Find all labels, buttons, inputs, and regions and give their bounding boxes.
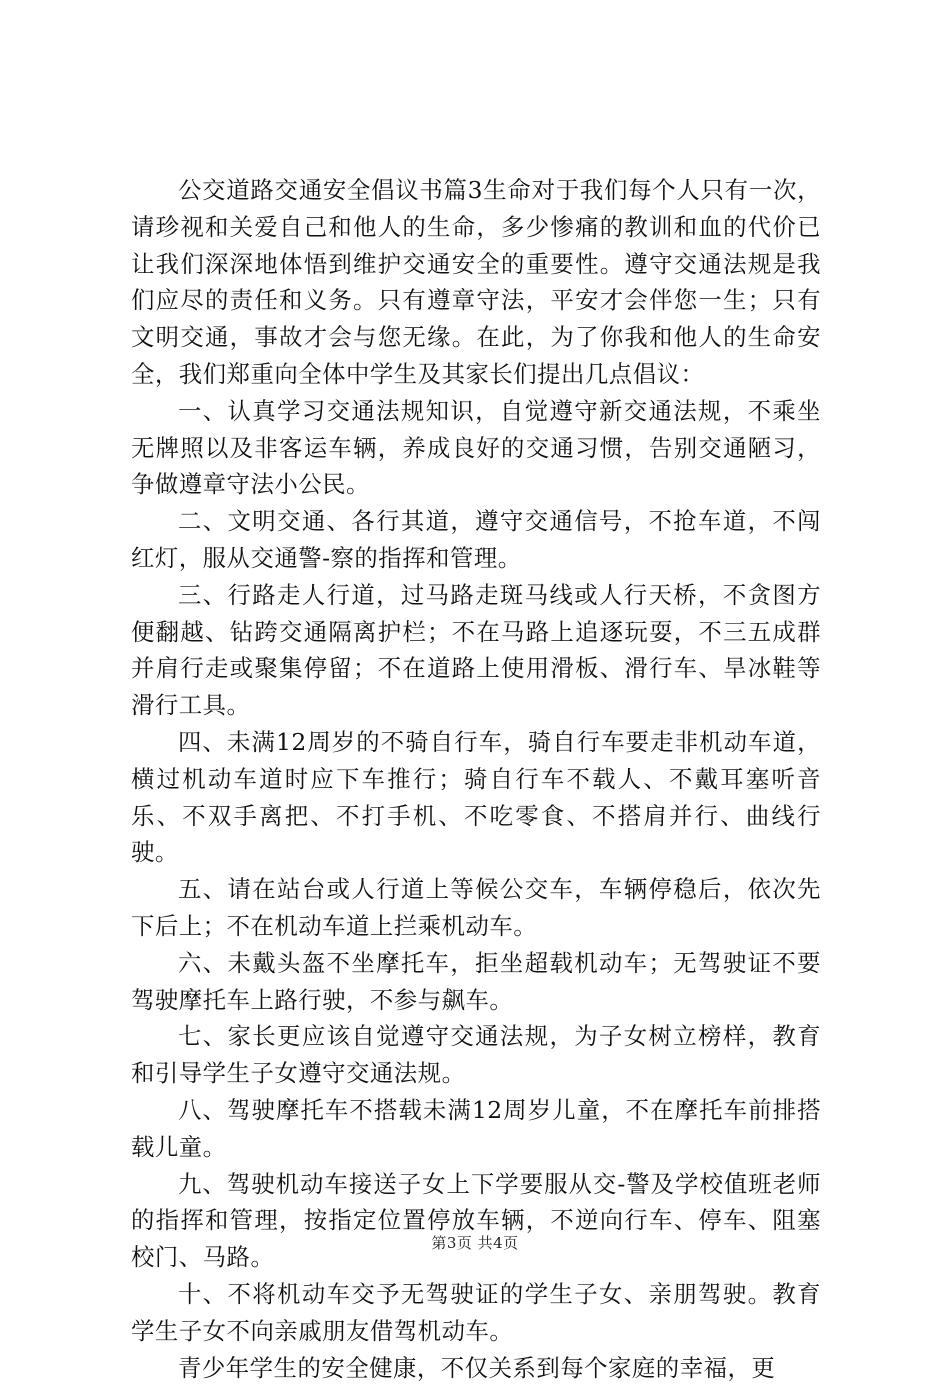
paragraph-item-5: 五、请在站台或人行道上等候公交车，车辆停稳后，依次先下后上；不在机动车道上拦乘机动车。 — [131, 871, 821, 945]
paragraph-intro: 公交道路交通安全倡议书篇3生命对于我们每个人只有一次，请珍视和关爱自己和他人的生命，多少惨痛的教训和血的代价已让我们深深地体悟到维护交通安全的重要性。遵守交通法规是我们应尽的责任和义务。只有遵章守法，平安才会伴您一生；只有文明交通，事故才会与您无缘。在此，为了你我和他人的生命安全，我们郑重向全体中学生及其家长们提出几点倡议： — [131, 172, 821, 393]
paragraph-item-3: 三、行路走人行道，过马路走斑马线或人行天桥，不贪图方便翻越、钻跨交通隔离护栏；不在马路上追逐玩耍，不三五成群并肩行走或聚集停留；不在道路上使用滑板、滑行车、旱冰鞋等滑行工具。 — [131, 577, 821, 724]
paragraph-item-10: 十、不将机动车交予无驾驶证的学生子女、亲朋驾驶。教育学生子女不向亲戚朋友借驾机动车。 — [131, 1276, 821, 1350]
paragraph-item-8: 八、驾驶摩托车不搭载未满12周岁儿童，不在摩托车前排搭载儿童。 — [131, 1092, 821, 1166]
paragraph-item-2: 二、文明交通、各行其道，遵守交通信号，不抢车道，不闯红灯，服从交通警-察的指挥和管理。 — [131, 503, 821, 577]
paragraph-item-1: 一、认真学习交通法规知识，自觉遵守新交通法规，不乘坐无牌照以及非客运车辆，养成良好的交通习惯，告别交通陋习，争做遵章守法小公民。 — [131, 393, 821, 503]
paragraph-item-4: 四、未满12周岁的不骑自行车，骑自行车要走非机动车道，横过机动车道时应下车推行；骑自行车不载人、不戴耳塞听音乐、不双手离把、不打手机、不吃零食、不搭肩并行、曲线行驶。 — [131, 724, 821, 871]
paragraph-item-7: 七、家长更应该自觉遵守交通法规，为子女树立榜样，教育和引导学生子女遵守交通法规。 — [131, 1018, 821, 1092]
paragraph-item-6: 六、未戴头盔不坐摩托车，拒坐超载机动车；无驾驶证不要驾驶摩托车上路行驶，不参与飙车。 — [131, 945, 821, 1019]
document-body — [131, 172, 821, 1386]
paragraph-item-9: 九、驾驶机动车接送子女上下学要服从交-警及学校值班老师的指挥和管理，按指定位置停放车辆，不逆向行车、停车、阻塞校门、马路。 — [131, 1166, 821, 1276]
paragraph-closing: 青少年学生的安全健康，不仅关系到每个家庭的幸福，更 — [131, 1350, 821, 1386]
page-number-footer: 第3页 共4页 — [0, 1232, 950, 1253]
